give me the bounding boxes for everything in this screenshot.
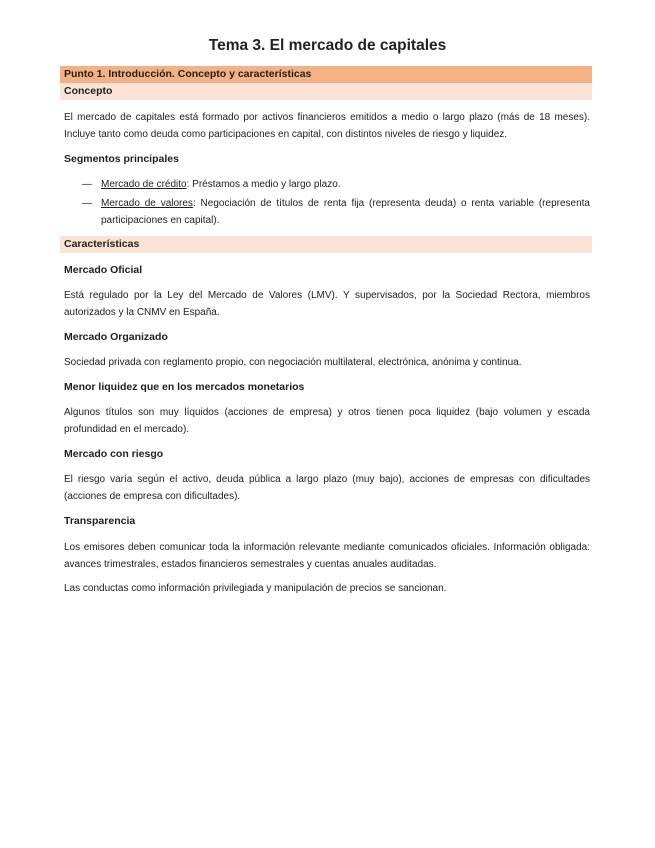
- bullet-text: : Préstamos a medio y largo plazo.: [186, 179, 341, 190]
- riesgo-heading: Mercado con riesgo: [64, 448, 164, 460]
- organizado-paragraph: Sociedad privada con reglamento propio, con negociación multilateral, electrónica, anónima y continua.: [64, 357, 522, 368]
- bullet-dash: —: [82, 198, 92, 209]
- transparencia-heading: Transparencia: [64, 515, 136, 527]
- caracteristicas-band: Características: [60, 236, 592, 253]
- bullet-term: Mercado de valores: [101, 198, 193, 209]
- concepto-paragraph: El mercado de capitales está formado por activos financieros emitidos a medio o largo plazo (más de 18 meses). Incluye tanto como deuda como participaciones en capital, con distintos niveles de riesgo y liquidez.: [64, 112, 590, 140]
- riesgo-paragraph: El riesgo varía según el activo, deuda pública a largo plazo (muy bajo), acciones de empresas con dificultades (acciones de empresa con dificultades).: [64, 474, 590, 502]
- liquidez-heading: Menor liquidez que en los mercados monetarios: [64, 381, 305, 393]
- oficial-paragraph: Está regulado por la Ley del Mercado de Valores (LMV). Y supervisados, por la Sociedad Rectora, miembros autorizados y la CNMV en España.: [64, 290, 590, 318]
- bullet-term: Mercado de crédito: [101, 179, 187, 190]
- list-item: [82, 176, 590, 193]
- oficial-heading: Mercado Oficial: [64, 264, 143, 276]
- section-band: Punto 1. Introducción. Concepto y características: [60, 66, 592, 83]
- concepto-band: Concepto: [60, 83, 592, 100]
- liquidez-paragraph: Algunos títulos son muy líquidos (acciones de empresa) y otros tienen poca liquidez (bajo volumen y escada profundidad en el mercado).: [64, 407, 590, 435]
- list-item: [82, 195, 590, 229]
- sanciones-paragraph: Las conductas como información privilegiada y manipulación de precios se sancionan.: [64, 583, 447, 594]
- transparencia-paragraph: Los emisores deben comunicar toda la información relevante mediante comunicados oficiales. Información obligada: avances trimestrales, estados financieros semestrales y cuentas anuales auditadas.: [64, 542, 590, 570]
- segmentos-heading: Segmentos principales: [64, 153, 179, 165]
- bullet-text: : Negociación de títulos de renta fija (representa deuda) o renta variable (representa participaciones en capital).: [101, 198, 590, 226]
- page-title: Tema 3. El mercado de capitales: [208, 37, 447, 54]
- bullet-dash: —: [82, 179, 92, 190]
- organizado-heading: Mercado Organizado: [64, 331, 168, 343]
